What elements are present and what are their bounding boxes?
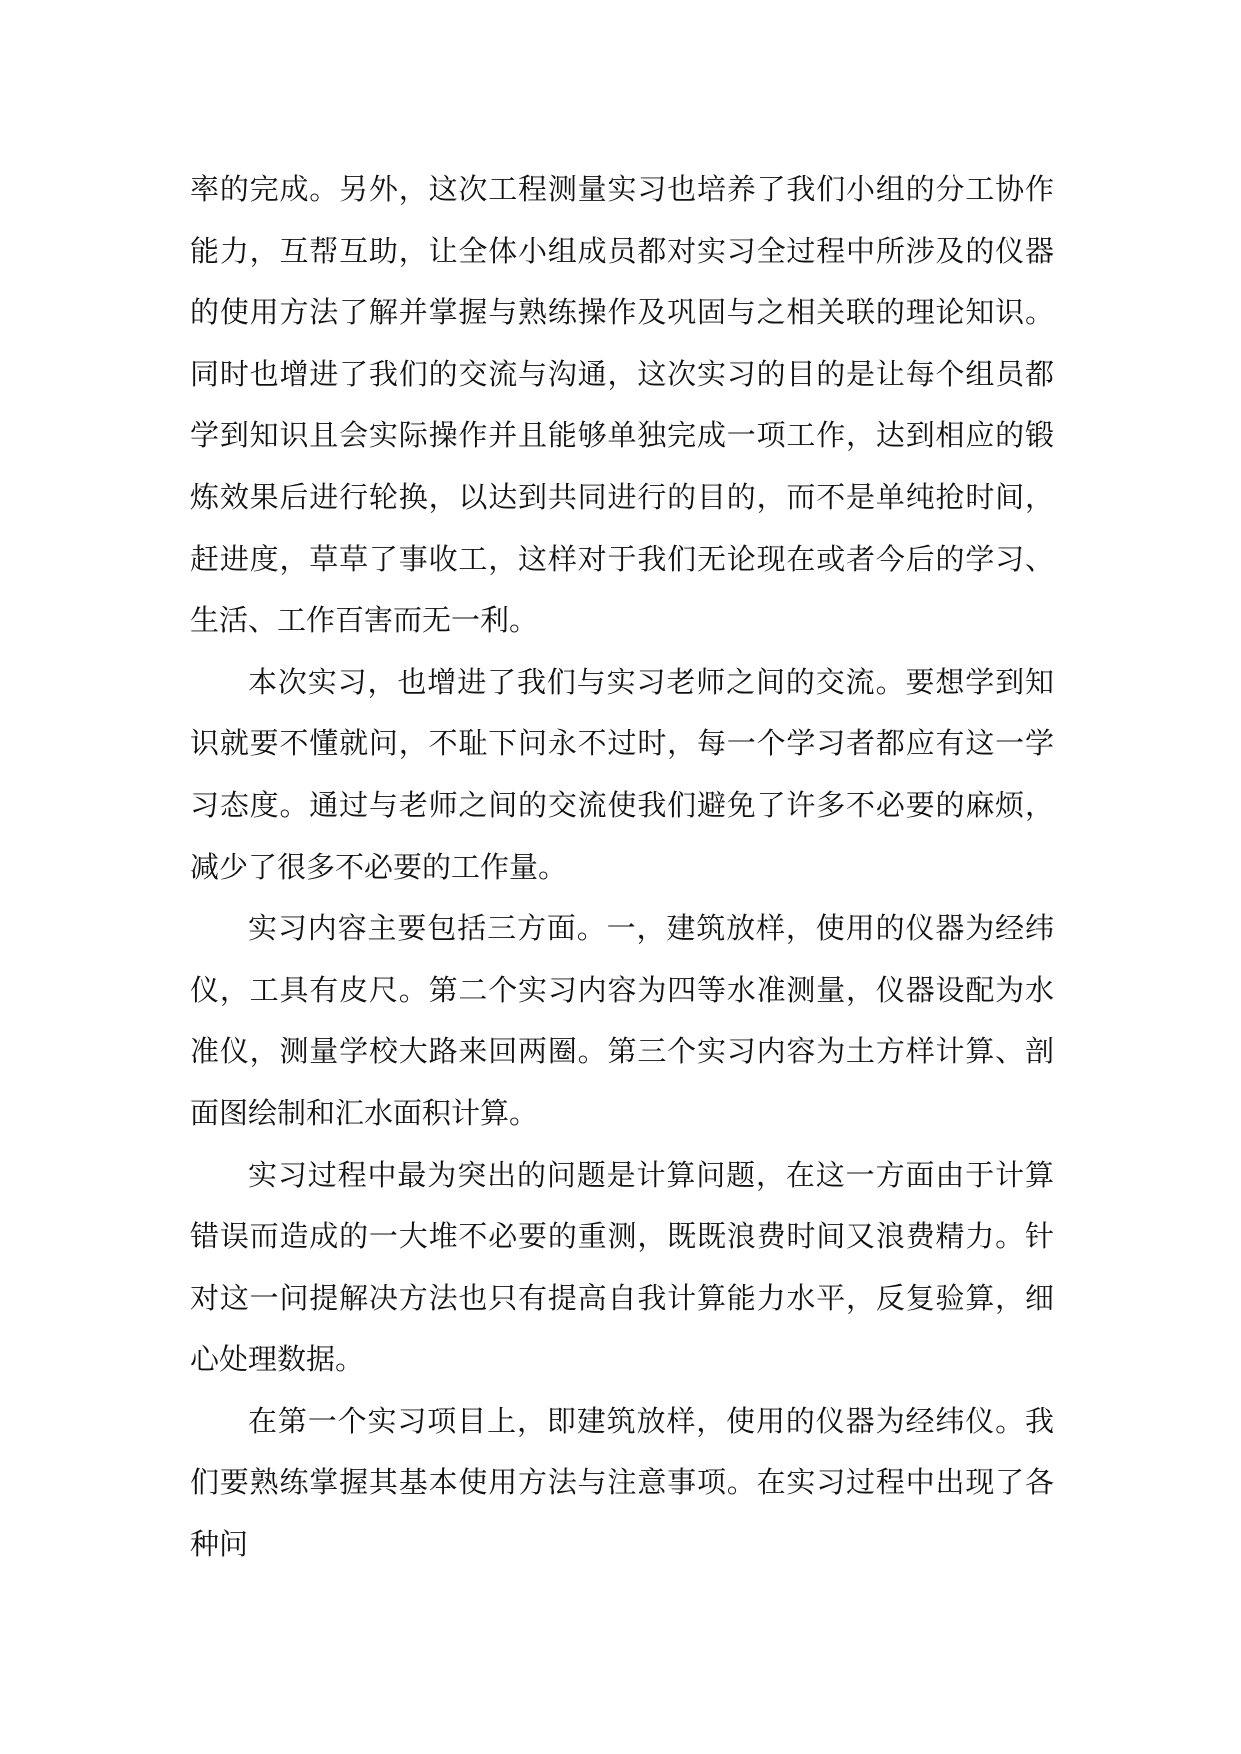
- document-body: [190, 159, 1054, 1576]
- paragraph-2: 本次实习，也增进了我们与实习老师之间的交流。要想学到知识就要不懂就问，不耻下问永不过时，每一个学习者都应有这一学习态度。通过与老师之间的交流使我们避免了许多不必要的麻烦，减少了很多不必要的工作量。: [190, 664, 1054, 884]
- paragraph-5: 在第一个实习项目上，即建筑放样，使用的仪器为经纬仪。我们要熟练掌握其基本使用方法与注意事项。在实习过程中出现了各种问: [190, 1403, 1054, 1562]
- paragraph-3: 实习内容主要包括三方面。一，建筑放样，使用的仪器为经纬仪，工具有皮尺。第二个实习内容为四等水准测量，仪器设配为水准仪，测量学校大路来回两圈。第三个实习内容为土方样计算、剖面图绘制和汇水面积计算。: [190, 911, 1054, 1130]
- paragraph-1: 率的完成。另外，这次工程测量实习也培养了我们小组的分工协作能力，互帮互助，让全体小组成员都对实习全过程中所涉及的仪器的使用方法了解并掌握与熟练操作及巩固与之相关联的理论知识。同时也增进了我们的交流与沟通，这次实习的目的是让每个组员都学到知识且会实际操作并且能够单独完成一项工作，达到相应的锻炼效果后进行轮换，以达到共同进行的目的，而不是单纯抢时间，赶进度，草草了事收工，这样对于我们无论现在或者今后的学习、生活、工作百害而无一利。: [190, 172, 1054, 638]
- paragraph-4: 实习过程中最为突出的问题是计算问题，在这一方面由于计算错误而造成的一大堆不必要的重测，既既浪费时间又浪费精力。针对这一问提解决方法也只有提高自我计算能力水平，反复验算，细心处理数据。: [190, 1157, 1054, 1377]
